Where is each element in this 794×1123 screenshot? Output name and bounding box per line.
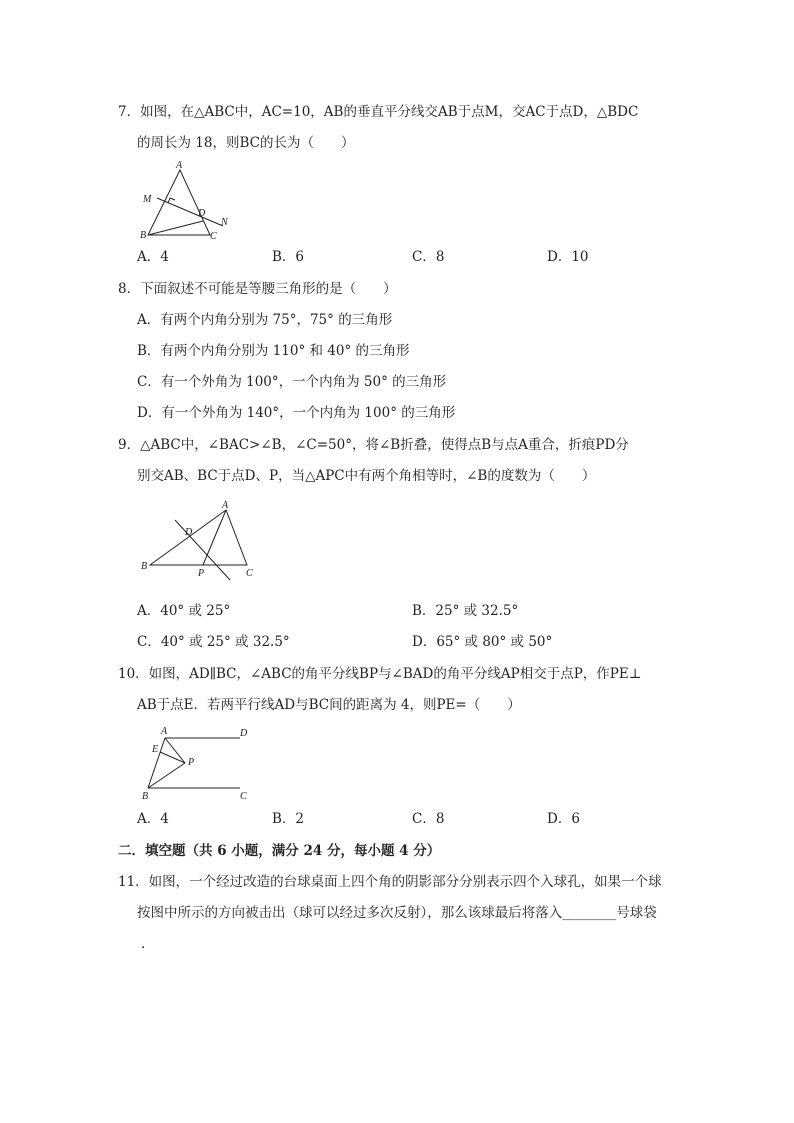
q10-label-e: E (152, 744, 159, 755)
q7-label-n: N (221, 217, 228, 228)
q10-label-p: P (188, 757, 195, 768)
q10-segment-pe (160, 752, 185, 763)
q9-triangle-abc (150, 510, 247, 565)
q7-label-a: A (176, 160, 183, 171)
q9-option-c: C．40° 或 25° 或 32.5° (137, 634, 290, 650)
q8-option-b: B．有两个内角分别为 110° 和 40° 的三角形 (137, 343, 410, 359)
section-2-heading: 二．填空题（共 6 小题，满分 24 分，每小题 4 分） (118, 843, 441, 859)
q9-label-a: A (222, 500, 229, 511)
q7-right-angle-mark (168, 198, 175, 203)
q7-stem-line2: 的周长为 18，则BC的长为（ ） (137, 135, 355, 151)
q7-figure (135, 158, 245, 243)
q9-label-p: P (198, 568, 205, 579)
q10-option-c: C．8 (412, 811, 445, 827)
q7-stem-line1: 7．如图，在△ABC中，AC=10，AB的垂直平分线交AB于点M，交AC于点D，△BDC (118, 104, 639, 120)
q9-option-a: A．40° 或 25° (137, 603, 231, 619)
q10-stem-line2: AB于点E．若两平行线AD与BC间的距离为 4，则PE=（ ） (137, 697, 521, 713)
q9-label-c: C (246, 568, 253, 579)
q9-stem-line1: 9．△ABC中，∠BAC>∠B，∠C=50°，将∠B折叠，使得点B与点A重合，折痕PD分 (118, 437, 629, 453)
q9-option-b: B．25° 或 32.5° (412, 603, 519, 619)
q9-stem-line2: 别交AB、BC于点D、P，当△APC中有两个角相等时，∠B的度数为（ ） (137, 468, 596, 484)
q10-label-a: A (161, 726, 168, 737)
q10-option-a: A．4 (137, 811, 169, 827)
q7-option-d: D．10 (547, 249, 589, 265)
q8-option-d: D．有一个外角为 140°，一个内角为 100° 的三角形 (137, 405, 456, 421)
q8-stem: 8．下面叙述不可能是等腰三角形的是（ ） (118, 281, 397, 297)
q7-option-a: A．4 (137, 249, 169, 265)
q7-segment-bd (148, 221, 203, 235)
q7-label-c: C (210, 231, 217, 242)
q7-label-m: M (143, 194, 152, 205)
q10-option-d: D．6 (547, 811, 580, 827)
q7-perpendicular-bisector (157, 198, 223, 226)
q11-stem-line2: 按图中所示的方向被击出（球可以经过多次反射），那么该球最后将落入________号球袋 (137, 905, 657, 921)
q8-option-a: A．有两个内角分别为 75°，75° 的三角形 (137, 312, 393, 328)
q7-label-d: D (198, 208, 206, 219)
q10-label-b: B (142, 791, 149, 802)
q10-label-c: C (240, 791, 247, 802)
q10-segment-ap (165, 738, 185, 763)
q7-option-b: B．6 (272, 249, 305, 265)
q8-option-c: C．有一个外角为 100°，一个内角为 50° 的三角形 (137, 374, 447, 390)
q11-stem-line1: 11．如图，一个经过改造的台球桌面上四个角的阴影部分分别表示四个入球孔，如果一个球 (118, 874, 662, 890)
q9-figure (138, 498, 263, 583)
q11-stem-line3: . (141, 936, 146, 952)
q10-option-b: B．2 (272, 811, 305, 827)
q10-segment-bp (148, 763, 185, 788)
q7-triangle-abc (148, 170, 210, 235)
q9-label-b: B (141, 561, 148, 572)
q7-label-b: B (140, 230, 147, 241)
q10-label-d: D (240, 728, 248, 739)
q10-stem-line1: 10．如图，AD∥BC，∠ABC的角平分线BP与∠BAD的角平分线AP相交于点P，作PE⊥ (118, 666, 642, 682)
q7-option-c: C．8 (412, 249, 445, 265)
q10-figure (138, 722, 253, 802)
q9-label-d: D (185, 527, 193, 538)
q9-option-d: D．65° 或 80° 或 50° (412, 634, 553, 650)
